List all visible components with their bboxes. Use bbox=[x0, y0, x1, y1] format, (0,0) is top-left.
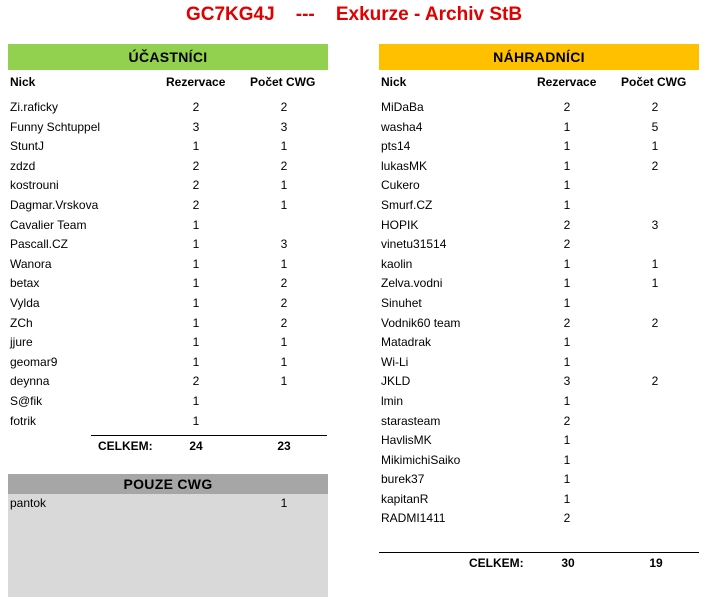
column-header-pocet-cwg: Počet CWG bbox=[250, 75, 316, 89]
table-row bbox=[379, 235, 699, 255]
row-nick: kaolin bbox=[381, 256, 413, 271]
row-nick: deynna bbox=[10, 374, 50, 389]
row-pocet-cwg: 2 bbox=[280, 276, 288, 291]
table-row bbox=[379, 294, 699, 314]
row-rezervace: 1 bbox=[563, 393, 571, 408]
row-rezervace: 1 bbox=[563, 472, 571, 487]
table-row bbox=[379, 431, 699, 451]
ucastnici-header: ÚČASTNÍCI bbox=[8, 44, 328, 70]
row-rezervace: 1 bbox=[192, 217, 200, 232]
row-pocet-cwg: 1 bbox=[280, 256, 288, 271]
row-rezervace: 1 bbox=[192, 335, 200, 350]
row-pocet-cwg: 1 bbox=[651, 256, 659, 271]
row-nick: jjure bbox=[10, 335, 33, 350]
page-title: GC7KG4J --- Exkurze - Archiv StB bbox=[185, 4, 523, 25]
row-rezervace: 1 bbox=[563, 276, 571, 291]
row-rezervace: 2 bbox=[563, 315, 571, 330]
row-rezervace: 1 bbox=[192, 237, 200, 252]
row-rezervace: 1 bbox=[192, 413, 200, 428]
row-pocet-cwg: 2 bbox=[280, 315, 288, 330]
row-rezervace: 1 bbox=[563, 491, 571, 506]
row-rezervace: 1 bbox=[192, 354, 200, 369]
table-row bbox=[8, 235, 328, 255]
row-nick: Zi.raficky bbox=[10, 100, 58, 114]
table-row bbox=[379, 333, 699, 353]
ucastnici-section bbox=[8, 44, 328, 431]
table-row bbox=[379, 490, 699, 510]
table-row bbox=[8, 216, 328, 236]
row-rezervace: 2 bbox=[192, 100, 200, 114]
row-rezervace: 1 bbox=[563, 178, 571, 193]
row-nick: Vodnik60 team bbox=[381, 315, 461, 330]
table-row bbox=[379, 157, 699, 177]
row-nick: vinetu31514 bbox=[381, 237, 447, 252]
column-header-nick: Nick bbox=[10, 75, 36, 89]
row-rezervace: 2 bbox=[192, 158, 200, 173]
table-row bbox=[8, 255, 328, 275]
row-pocet-cwg: 3 bbox=[280, 119, 288, 134]
row-nick: pts14 bbox=[381, 139, 411, 154]
row-rezervace: 2 bbox=[192, 178, 200, 193]
table-row bbox=[8, 118, 328, 138]
row-nick: Matadrak bbox=[381, 335, 432, 350]
row-pocet-cwg: 1 bbox=[280, 496, 288, 510]
table-row bbox=[379, 451, 699, 471]
nahradnici-total-rezervace: 30 bbox=[561, 556, 575, 570]
row-rezervace: 2 bbox=[563, 413, 571, 428]
row-rezervace: 1 bbox=[192, 276, 200, 291]
table-row bbox=[379, 137, 699, 157]
table-row bbox=[8, 392, 328, 412]
row-rezervace: 2 bbox=[563, 100, 571, 114]
row-nick: washa4 bbox=[381, 119, 423, 134]
row-rezervace: 1 bbox=[563, 433, 571, 448]
row-rezervace: 1 bbox=[192, 315, 200, 330]
row-pocet-cwg: 3 bbox=[651, 217, 659, 232]
row-rezervace: 2 bbox=[563, 217, 571, 232]
row-rezervace: 1 bbox=[192, 295, 200, 310]
row-rezervace: 1 bbox=[563, 119, 571, 134]
row-pocet-cwg: 1 bbox=[280, 374, 288, 389]
ucastnici-total-label: CELKEM: bbox=[98, 439, 153, 453]
row-rezervace: 1 bbox=[563, 256, 571, 271]
row-rezervace: 1 bbox=[563, 335, 571, 350]
table-row bbox=[379, 255, 699, 275]
row-pocet-cwg: 1 bbox=[651, 276, 659, 291]
row-pocet-cwg: 2 bbox=[280, 295, 288, 310]
row-rezervace: 2 bbox=[563, 237, 571, 252]
table-row bbox=[379, 216, 699, 236]
row-nick: fotrik bbox=[10, 413, 37, 428]
row-nick: kostrouni bbox=[10, 178, 59, 193]
row-nick: Zelva.vodni bbox=[381, 276, 443, 291]
ucastnici-total-cwg: 23 bbox=[277, 439, 291, 453]
row-pocet-cwg: 2 bbox=[280, 158, 288, 173]
row-rezervace: 1 bbox=[563, 158, 571, 173]
nahradnici-total-line bbox=[379, 552, 699, 553]
row-pocet-cwg: 1 bbox=[651, 139, 659, 154]
row-nick: Vylda bbox=[10, 295, 40, 310]
row-nick: Pascall.CZ bbox=[10, 237, 69, 252]
ucastnici-rows bbox=[8, 98, 328, 431]
row-rezervace: 1 bbox=[563, 295, 571, 310]
row-nick: Wi-Li bbox=[381, 354, 409, 369]
table-row bbox=[379, 196, 699, 216]
column-header-rezervace: Rezervace bbox=[537, 75, 597, 89]
row-rezervace: 1 bbox=[192, 393, 200, 408]
ucastnici-column-headers bbox=[8, 70, 328, 94]
row-pocet-cwg: 2 bbox=[280, 100, 288, 114]
row-pocet-cwg: 2 bbox=[651, 100, 659, 114]
row-pocet-cwg: 1 bbox=[280, 197, 288, 212]
row-nick: HavlisMK bbox=[381, 433, 432, 448]
row-pocet-cwg: 1 bbox=[280, 178, 288, 193]
row-nick: geomar9 bbox=[10, 354, 58, 369]
row-nick: Cavalier Team bbox=[10, 217, 87, 232]
row-rezervace: 1 bbox=[192, 139, 200, 154]
table-row bbox=[8, 274, 328, 294]
table-row bbox=[8, 98, 328, 118]
table-row bbox=[379, 353, 699, 373]
table-row bbox=[8, 196, 328, 216]
row-rezervace: 1 bbox=[192, 256, 200, 271]
row-pocet-cwg: 1 bbox=[280, 139, 288, 154]
ucastnici-total-rezervace: 24 bbox=[189, 439, 203, 453]
row-rezervace: 1 bbox=[563, 139, 571, 154]
row-nick: S@fik bbox=[10, 393, 43, 408]
table-row bbox=[379, 314, 699, 334]
table-row bbox=[379, 412, 699, 432]
column-header-nick: Nick bbox=[381, 75, 407, 89]
row-nick: RADMI1411 bbox=[381, 511, 446, 526]
row-nick: Wanora bbox=[10, 256, 52, 271]
table-row bbox=[379, 118, 699, 138]
row-nick: zdzd bbox=[10, 158, 36, 173]
row-nick: starasteam bbox=[381, 413, 441, 428]
row-nick: burek37 bbox=[381, 472, 425, 487]
table-row bbox=[8, 372, 328, 392]
row-pocet-cwg: 2 bbox=[651, 315, 659, 330]
row-nick: Sinuhet bbox=[381, 295, 422, 310]
table-row bbox=[8, 333, 328, 353]
row-rezervace: 3 bbox=[563, 374, 571, 389]
row-nick: lmin bbox=[381, 393, 404, 408]
row-rezervace: 2 bbox=[563, 511, 571, 526]
table-row bbox=[8, 412, 328, 432]
row-rezervace: 1 bbox=[563, 354, 571, 369]
row-nick: StuntJ bbox=[10, 139, 45, 154]
row-rezervace: 2 bbox=[192, 197, 200, 212]
row-rezervace: 3 bbox=[192, 119, 200, 134]
column-header-rezervace: Rezervace bbox=[166, 75, 226, 89]
table-row bbox=[8, 314, 328, 334]
row-rezervace: 1 bbox=[563, 452, 571, 467]
row-pocet-cwg: 3 bbox=[280, 237, 288, 252]
row-nick: kapitanR bbox=[381, 491, 429, 506]
table-row bbox=[379, 98, 699, 118]
nahradnici-total-label: CELKEM: bbox=[469, 556, 524, 570]
table-row bbox=[379, 392, 699, 412]
row-nick: HOPIK bbox=[381, 217, 419, 232]
table-row bbox=[8, 294, 328, 314]
row-nick: Dagmar.Vrskova bbox=[10, 197, 99, 212]
row-pocet-cwg: 1 bbox=[280, 335, 288, 350]
row-nick: Funny Schtuppel bbox=[10, 119, 101, 134]
row-nick: ZCh bbox=[10, 315, 33, 330]
nahradnici-header: NÁHRADNÍCI bbox=[379, 44, 699, 70]
row-pocet-cwg: 2 bbox=[651, 374, 659, 389]
row-pocet-cwg: 5 bbox=[651, 119, 659, 134]
table-row bbox=[379, 176, 699, 196]
table-row bbox=[8, 137, 328, 157]
nahradnici-rows bbox=[379, 98, 699, 529]
table-row bbox=[379, 274, 699, 294]
column-header-pocet-cwg: Počet CWG bbox=[621, 75, 687, 89]
row-nick: pantok bbox=[10, 496, 47, 510]
row-nick: betax bbox=[10, 276, 40, 291]
row-nick: JKLD bbox=[381, 374, 411, 389]
ucastnici-total-line bbox=[91, 435, 327, 436]
table-row bbox=[379, 470, 699, 490]
nahradnici-section bbox=[379, 44, 699, 529]
row-nick: lukasMK bbox=[381, 158, 428, 173]
table-row bbox=[8, 353, 328, 373]
row-nick: Smurf.CZ bbox=[381, 197, 433, 212]
table-row bbox=[379, 509, 699, 529]
pouze-cwg-section bbox=[8, 474, 328, 514]
table-row bbox=[8, 494, 328, 514]
row-nick: Cukero bbox=[381, 178, 420, 193]
row-pocet-cwg: 2 bbox=[651, 158, 659, 173]
table-row bbox=[379, 372, 699, 392]
table-row bbox=[8, 176, 328, 196]
row-pocet-cwg: 1 bbox=[280, 354, 288, 369]
row-nick: MikimichiSaiko bbox=[381, 452, 461, 467]
row-rezervace: 1 bbox=[563, 197, 571, 212]
row-rezervace: 2 bbox=[192, 374, 200, 389]
row-nick: MiDaBa bbox=[381, 100, 424, 114]
table-row bbox=[8, 157, 328, 177]
nahradnici-total-cwg: 19 bbox=[649, 556, 663, 570]
pouze-cwg-header: POUZE CWG bbox=[8, 474, 328, 494]
pouze-cwg-rows bbox=[8, 494, 328, 514]
nahradnici-column-headers bbox=[379, 70, 699, 94]
